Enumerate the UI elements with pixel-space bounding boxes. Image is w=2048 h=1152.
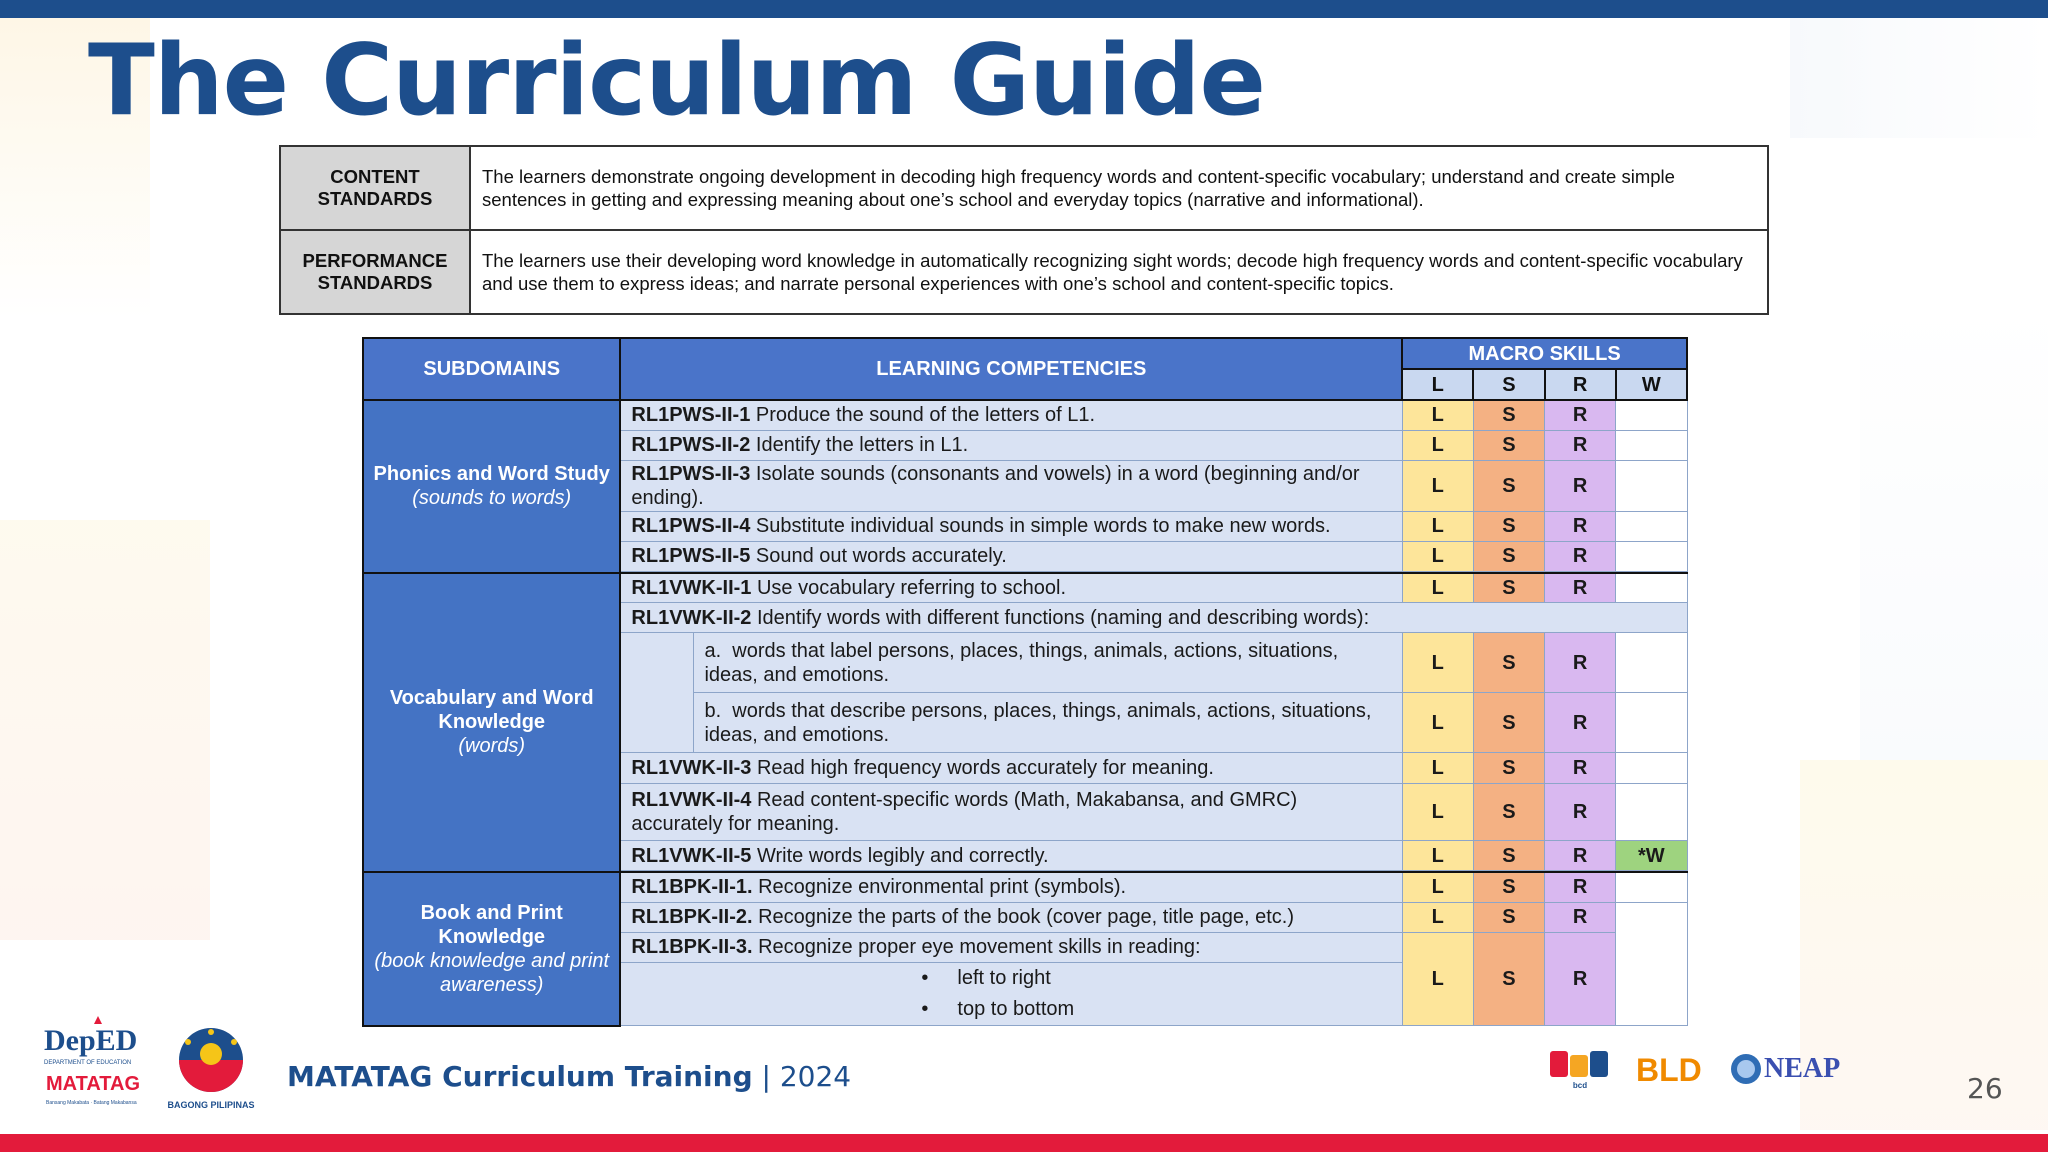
skill-r: R [1545,753,1616,784]
skill-s: S [1473,633,1544,693]
skill-r: R [1545,430,1616,460]
neap-logo [1728,1047,1858,1091]
skill-w-empty [1616,573,1687,603]
background-tile [1790,18,2048,138]
subdomain-note: (sounds to words) [412,487,572,510]
footer-year: 2024 [779,1060,852,1093]
skill-l: L [1402,633,1473,693]
subdomains-header: SUBDOMAINS [363,338,620,400]
skill-w-empty [1616,872,1687,902]
competency-subitem: a. words that label persons, places, things, animals, actions, situations, ideas, and emotions. [694,633,1402,693]
competency-row: RL1VWK-II-5 Write words legibly and correctly. [620,841,1402,871]
skill-w-empty [1616,541,1687,571]
subdomain-note: (words) [458,735,526,758]
skill-s: S [1473,841,1544,871]
skill-r: R [1545,460,1616,511]
macro-skills-header: MACRO SKILLS [1402,338,1687,369]
skill-w-empty [1616,784,1687,841]
skill-s: S [1473,400,1544,430]
svg-text:MATATAG: MATATAG [46,1073,141,1095]
subdomain-note: (book knowledge and print awareness) [374,949,610,996]
deped-matatag-logo [40,1012,162,1114]
competency-row: RL1BPK-II-1. Recognize environmental print (symbols). [620,872,1402,902]
top-accent-bar [0,0,2048,18]
subdomain-name: Book and Print Knowledge [420,901,563,948]
skill-r: R [1545,400,1616,430]
competency-row: RL1PWS-II-3 Isolate sounds (consonants and vowels) in a word (beginning and/or ending). [620,460,1402,511]
competency-row: RL1PWS-II-4 Substitute individual sounds in simple words to make new words. [620,511,1402,541]
skill-l: L [1402,430,1473,460]
svg-text:bcd: bcd [1572,1081,1588,1090]
skill-s: S [1473,511,1544,541]
skill-s: S [1473,753,1544,784]
background-tile [0,520,210,940]
skill-s: S [1473,573,1544,603]
skill-w-empty [1616,400,1687,430]
skill-l: L [1402,693,1473,753]
competency-row: RL1PWS-II-1 Produce the sound of the letters of L1. [620,400,1402,430]
subdomain-phonics [363,400,620,573]
bullet-item: • left to right [921,966,1051,989]
skill-l: L [1402,784,1473,841]
competency-row: RL1VWK-II-1 Use vocabulary referring to school. [620,573,1402,603]
page-number: 26 [1967,1072,2003,1105]
skill-r: R [1545,511,1616,541]
competency-row: RL1BPK-II-3. Recognize proper eye movement skills in reading: [620,932,1402,962]
competency-row: RL1VWK-II-3 Read high frequency words accurately for meaning. [620,753,1402,784]
skill-l: L [1402,541,1473,571]
skill-w-empty [1616,902,1687,1025]
subdomain-name: Phonics and Word Study [373,463,610,486]
competency-subitem: b. words that describe persons, places, things, animals, actions, situations, ideas, and emotions. [694,693,1402,753]
performance-standards-text: The learners use their developing word knowledge in automatically recognizing sight words; decode high frequency words and content-specific vocabulary and use them to express ideas; and narrate personal experiences with one’s school and content-specific topics. [470,230,1768,314]
subdomain-vocabulary [363,573,620,873]
skill-s: S [1473,932,1544,1025]
skill-s: S [1473,460,1544,511]
skill-header-s: S [1473,369,1544,400]
svg-text:Bansang Makabata · Batang Maka: Bansang Makabata · Batang Makabansa [46,1100,137,1106]
skill-s: S [1473,541,1544,571]
skill-r: R [1545,872,1616,902]
skill-r: R [1545,932,1616,1025]
svg-text:DEPARTMENT OF EDUCATION: DEPARTMENT OF EDUCATION [44,1060,132,1066]
skill-s: S [1473,902,1544,932]
competency-row: RL1VWK-II-4 Read content-specific words (Math, Makabansa, and GMRC) accurately for meaning. [620,784,1402,841]
competency-row: RL1PWS-II-5 Sound out words accurately. [620,541,1402,571]
bagong-pilipinas-logo [166,1020,256,1112]
skill-w-empty [1616,460,1687,511]
svg-text:NEAP: NEAP [1764,1053,1841,1084]
performance-standards-label: PERFORMANCE STANDARDS [280,230,470,314]
skill-r: R [1545,573,1616,603]
skill-w-empty [1616,430,1687,460]
bullet-list [620,962,1402,1025]
competencies-header: LEARNING COMPETENCIES [620,338,1402,400]
background-tile [1860,300,2048,760]
bld-logo [1634,1047,1706,1091]
bottom-accent-bar [0,1134,2048,1152]
skill-l: L [1402,400,1473,430]
skill-l: L [1402,753,1473,784]
competency-row: RL1VWK-II-2 Identify words with different functions (naming and describing words): [620,603,1687,633]
skill-header-l: L [1402,369,1473,400]
skill-header-w: W [1616,369,1687,400]
skill-w-empty [1616,693,1687,753]
content-standards-label: CONTENT STANDARDS [280,146,470,230]
subdomain-book-print [363,872,620,1026]
skill-s: S [1473,784,1544,841]
content-standards-text: The learners demonstrate ongoing development in decoding high frequency words and content-specific vocabulary; understand and create simple sentences in getting and expressing meaning about one’s school and everyday topics (narrative and informational). [470,146,1768,230]
skill-w-empty [1616,753,1687,784]
skill-r: R [1545,902,1616,932]
skill-r: R [1545,841,1616,871]
svg-text:DepED: DepED [44,1024,138,1057]
skill-s: S [1473,430,1544,460]
competencies-table [362,337,1688,1027]
skill-l: L [1402,511,1473,541]
skill-r: R [1545,633,1616,693]
skill-l: L [1402,841,1473,871]
skill-w-empty [1616,511,1687,541]
svg-text:BAGONG PILIPINAS: BAGONG PILIPINAS [167,1100,255,1110]
skill-l: L [1402,573,1473,603]
skill-w-empty [1616,633,1687,693]
bcd-logo [1548,1047,1612,1091]
skill-l: L [1402,872,1473,902]
page-title: The Curriculum Guide [88,24,1266,138]
standards-table [279,145,1769,315]
footer-brand-name: MATATAG Curriculum Training [287,1060,753,1093]
subdomain-name: Vocabulary and Word Knowledge [389,687,594,734]
competency-row: RL1BPK-II-2. Recognize the parts of the book (cover page, title page, etc.) [620,902,1402,932]
skill-l: L [1402,460,1473,511]
competency-row: RL1PWS-II-2 Identify the letters in L1. [620,430,1402,460]
bullet-item: • top to bottom [921,997,1075,1020]
skill-l: L [1402,902,1473,932]
skill-r: R [1545,784,1616,841]
skill-r: R [1545,693,1616,753]
skill-s: S [1473,693,1544,753]
footer-separator: | [752,1060,780,1093]
indent-spacer [620,633,694,693]
indent-spacer [620,693,694,753]
skill-r: R [1545,541,1616,571]
skill-s: S [1473,872,1544,902]
skill-header-r: R [1545,369,1616,400]
svg-text:BLD: BLD [1636,1052,1702,1088]
footer-brand [287,1060,851,1093]
skill-w-special: *W [1616,841,1687,871]
skill-l: L [1402,932,1473,1025]
